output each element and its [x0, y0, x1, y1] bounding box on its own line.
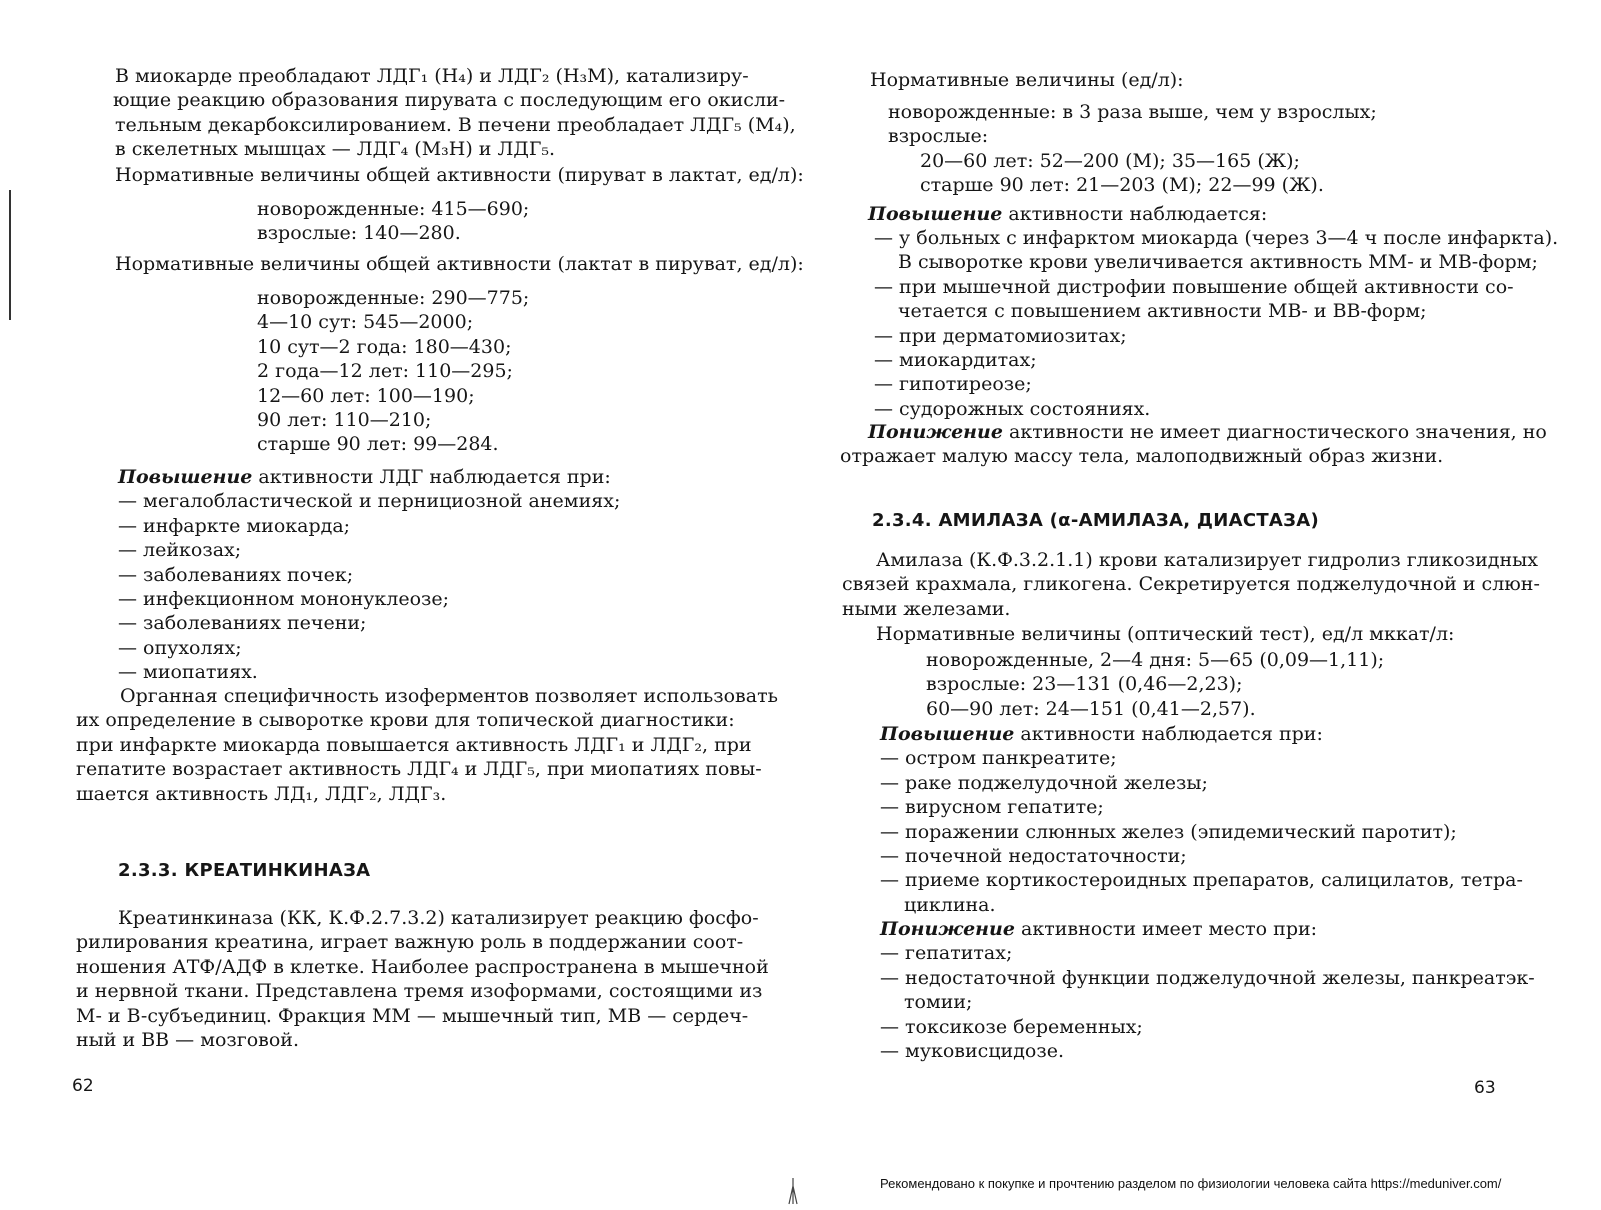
list-item-continuation: циклина.: [904, 893, 996, 916]
list-item: новорожденные: 415—690;: [257, 198, 530, 220]
list-item: — миокардитах;: [874, 349, 1037, 372]
amylase-increase-section: Повышение активности наблюдается при: — остром панкреатите; — раке поджелудочной железы; — вирусном гепатите; — поражении слюнных желез (эпидемический паротит); — почечной недостаточности; — приеме кортикостероидных препаратов, салицилатов, тетра- циклина.: [880, 723, 1523, 916]
list-item: — у больных с инфарктом миокарда (через 3—4 ч после инфаркта).: [874, 227, 1559, 249]
list-item: взрослые:: [888, 125, 989, 148]
emphasis-label: Повышение: [880, 723, 1015, 745]
list-item: — инфаркте миокарда;: [118, 514, 351, 537]
list-item: — заболеваниях печени;: [118, 612, 367, 635]
list-item: — гипотиреозе;: [874, 373, 1032, 396]
text-line: рилирования креатина, играет важную роль в поддержании соот-: [76, 931, 744, 954]
ldh-intro-paragraph: [113, 64, 796, 162]
text-line: M- и B-субъединиц. Фракция ММ — мышечный тип, МВ — сердеч-: [76, 1004, 749, 1027]
list-item: новорожденные, 2—4 дня: 5—65 (0,09—1,11);: [926, 649, 1385, 671]
list-item-continuation: В сыворотке крови увеличивается активность ММ- и МВ-форм;: [898, 251, 1538, 274]
emphasis-label: Повышение: [118, 466, 253, 488]
list-item: 10 сут—2 года: 180—430;: [257, 335, 512, 358]
ck-increase-section: Повышение активности наблюдается:: [868, 203, 1268, 225]
footer-recommendation: Рекомендовано к покупке и прочтению разделом по физиологии человека сайта https://meduniver.com/: [880, 1176, 1502, 1191]
text-line: ными железами.: [842, 597, 1011, 620]
text-line: шается активность ЛД₁, ЛДГ₂, ЛДГ₃.: [76, 782, 447, 805]
section-heading-amylase: 2.3.4. АМИЛАЗА (α-АМИЛАЗА, ДИАСТАЗА): [872, 510, 1319, 531]
list-item: — мегалобластической и пернициозной анемиях;: [118, 490, 621, 513]
section-heading-creatine-kinase: 2.3.3. КРЕАТИНКИНАЗА: [118, 860, 371, 881]
ck-decrease-section: Понижение активности не имеет диагностического значения, но отражает малую массу тела, малоподвижный образ жизни.: [840, 421, 1547, 468]
list-item: — остром панкреатите;: [880, 747, 1117, 770]
emphasis-label: Повышение: [868, 203, 1003, 225]
right-page: [800, 0, 1601, 1210]
list-item: 2 года—12 лет: 110—295;: [257, 360, 513, 383]
ck-norm-title: Нормативные величины (ед/л):: [870, 69, 1184, 91]
list-item: — судорожных состояниях.: [874, 397, 1151, 420]
text-line: тельным декарбоксилированием. В печени преобладает ЛДГ₅ (M₄),: [115, 113, 796, 136]
amylase-decrease-section: Понижение активности имеет место при: — гепатитах; — недостаточной функции поджелудочной железы, панкреатэк- томии; — токсикозе беременных; — муковисцидозе.: [880, 918, 1535, 1063]
list-item: — лейкозах;: [118, 539, 242, 562]
norm1-list: [257, 197, 529, 246]
list-item: — инфекционном мононуклеозе;: [118, 588, 450, 611]
list-item: — раке поджелудочной железы;: [880, 771, 1208, 794]
list-item: — при мышечной дистрофии повышение общей активности со-: [874, 275, 1514, 298]
list-item: — гепатитах;: [880, 942, 1013, 965]
amylase-norm-title: Нормативные величины (оптический тест), ед/л мккат/л:: [876, 623, 1455, 645]
scan-artifact: [9, 190, 11, 320]
norm1-title: Нормативные величины общей активности (пируват в лактат, ед/л):: [115, 164, 804, 186]
list-item: — поражении слюнных желез (эпидемический паротит);: [880, 820, 1457, 843]
text-line: ющие реакцию образования пирувата с последующим его окисли-: [113, 89, 786, 112]
list-item: старше 90 лет: 99—284.: [257, 433, 499, 456]
ck-norm-sublist: [920, 149, 1324, 198]
ck-increase-list: [874, 226, 1558, 421]
text-line: гепатите возрастает активность ЛДГ₄ и ЛДГ₅, при миопатиях повы-: [76, 758, 762, 781]
emphasis-label: Понижение: [868, 421, 1003, 443]
text-line: ношения АТФ/АДФ в клетке. Наиболее распространена в мышечной: [76, 955, 769, 978]
list-item: взрослые: 140—280.: [257, 222, 461, 245]
organ-specificity-paragraph: [76, 684, 778, 806]
list-item: новорожденные: 290—775;: [257, 287, 530, 309]
amylase-norm-list: [926, 648, 1384, 721]
list-item: 20—60 лет: 52—200 (М); 35—165 (Ж);: [920, 150, 1300, 172]
binding-mark-icon: [786, 1176, 800, 1206]
list-item: 60—90 лет: 24—151 (0,41—2,57).: [926, 697, 1256, 720]
list-item: — опухолях;: [118, 636, 242, 659]
list-item-continuation: томии;: [904, 991, 973, 1014]
list-item: — муковисцидозе.: [880, 1040, 1064, 1063]
list-item: взрослые: 23—131 (0,46—2,23);: [926, 673, 1243, 696]
list-item: — при дерматомиозитах;: [874, 324, 1127, 347]
text-line: их определение в сыворотке крови для топической диагностики:: [76, 709, 735, 732]
ldh-increase-section: Повышение активности ЛДГ наблюдается при: — мегалобластической и пернициозной анемиях; — инфаркте миокарда; — лейкозах; — заболеваниях почек; — инфекционном мононуклеозе; — заболеваниях печени; — опухолях; — миопатиях.: [118, 466, 621, 684]
list-item: 90 лет: 110—210;: [257, 409, 432, 432]
text-line: при инфаркте миокарда повышается активность ЛДГ₁ и ЛДГ₂, при: [76, 733, 752, 756]
list-item: 4—10 сут: 545—2000;: [257, 311, 474, 334]
list-item-continuation: четается с повышением активности МВ- и ВВ-форм;: [898, 300, 1427, 323]
list-item: старше 90 лет: 21—203 (М); 22—99 (Ж).: [920, 174, 1324, 197]
list-item: 12—60 лет: 100—190;: [257, 384, 475, 407]
page-number-left: 62: [72, 1076, 94, 1096]
list-item: — заболеваниях почек;: [118, 563, 354, 586]
list-item: — почечной недостаточности;: [880, 845, 1187, 868]
creatine-kinase-paragraph: [76, 906, 769, 1052]
text-line: отражает малую массу тела, малоподвижный образ жизни.: [840, 445, 1444, 468]
text-line: связей крахмала, гликогена. Секретируется поджелудочной и слюн-: [842, 573, 1540, 596]
text-line: Амилаза (К.Ф.3.2.1.1) крови катализирует гидролиз гликозидных: [876, 549, 1538, 571]
ck-norm-list: [888, 100, 1377, 149]
norm2-list: [257, 286, 529, 457]
page-number-right: 63: [1474, 1078, 1496, 1098]
amylase-paragraph: [842, 548, 1540, 621]
text-line: Органная специфичность изоферментов позволяет использовать: [120, 685, 778, 707]
text-line: В миокарде преобладают ЛДГ₁ (H₄) и ЛДГ₂ (H₃M), катализиру-: [115, 65, 749, 87]
list-item: — вирусном гепатите;: [880, 796, 1104, 819]
text-line: Креатинкиназа (КК, К.Ф.2.7.3.2) катализирует реакцию фосфо-: [118, 907, 759, 929]
list-item: — токсикозе беременных;: [880, 1015, 1143, 1038]
text-line: и нервной ткани. Представлена тремя изоформами, состоящими из: [76, 980, 763, 1003]
list-item: — недостаточной функции поджелудочной железы, панкреатэк-: [880, 966, 1535, 989]
list-item: — миопатиях.: [118, 661, 258, 684]
emphasis-label: Понижение: [880, 918, 1015, 940]
text-line: ный и ВВ — мозговой.: [76, 1029, 300, 1052]
norm2-title: Нормативные величины общей активности (лактат в пируват, ед/л):: [115, 253, 804, 275]
list-item: новорожденные: в 3 раза выше, чем у взрослых;: [888, 101, 1377, 123]
text-line: в скелетных мышцах — ЛДГ₄ (M₃H) и ЛДГ₅.: [115, 138, 556, 161]
list-item: — приеме кортикостероидных препаратов, салицилатов, тетра-: [880, 869, 1523, 892]
